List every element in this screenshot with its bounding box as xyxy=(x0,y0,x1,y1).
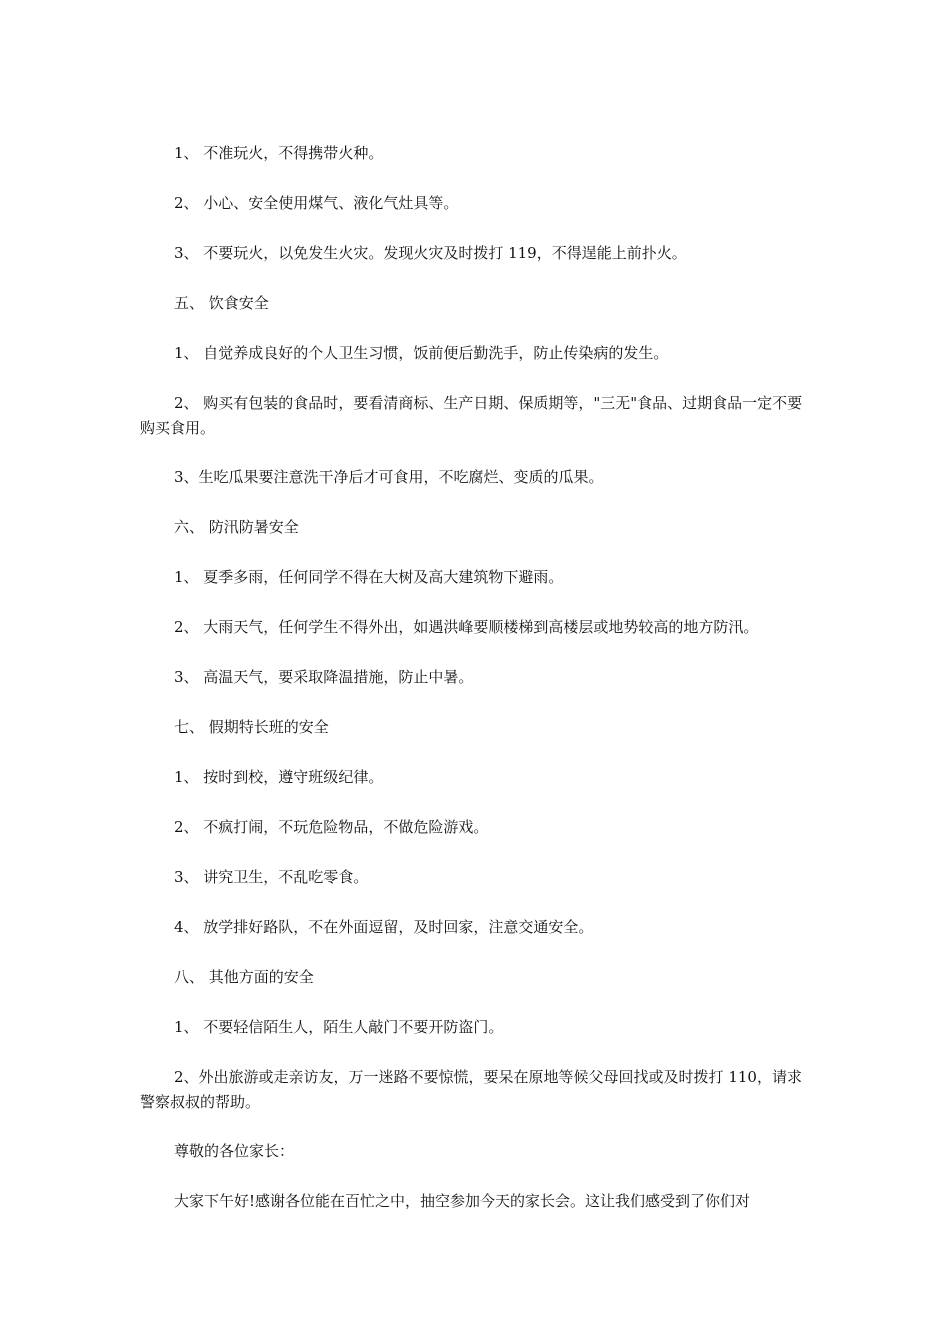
letter-salutation: 尊敬的各位家长： xyxy=(174,1142,295,1160)
letter-opening: 大家下午好!感谢各位能在百忙之中，抽空参加今天的家长会。这让我们感受到了你们对 xyxy=(174,1192,751,1210)
paragraph-other-1: 1、 不要轻信陌生人，陌生人敲门不要开防盗门。 xyxy=(174,1018,504,1036)
paragraph-food-1: 1、 自觉养成良好的个人卫生习惯，饭前便后勤洗手，防止传染病的发生。 xyxy=(174,344,669,362)
paragraph-class-3: 3、 讲究卫生，不乱吃零食。 xyxy=(174,868,369,886)
section-heading-other: 八、 其他方面的安全 xyxy=(174,968,314,986)
section-heading-flood-heat: 六、 防汛防暑安全 xyxy=(174,518,299,536)
paragraph-fire-3: 3、 不要玩火，以免发生火灾。发现火灾及时拨打 119，不得逞能上前扑火。 xyxy=(174,244,687,262)
section-heading-holiday-class: 七、 假期特长班的安全 xyxy=(174,718,329,736)
paragraph-flood-2: 2、 大雨天气，任何学生不得外出，如遇洪峰要顺楼梯到高楼层或地势较高的地方防汛。 xyxy=(174,618,759,636)
paragraph-class-4: 4、 放学排好路队，不在外面逗留，及时回家，注意交通安全。 xyxy=(174,918,594,936)
paragraph-food-2: 2、 购买有包装的食品时，要看清商标、生产日期、保质期等，"三无"食品、过期食品一定不要购买食用。 xyxy=(140,394,803,437)
paragraph-flood-3: 3、 高温天气，要采取降温措施，防止中暑。 xyxy=(174,668,474,686)
paragraph-fire-1: 1、 不准玩火，不得携带火种。 xyxy=(174,144,384,162)
paragraph-class-2: 2、 不疯打闹，不玩危险物品，不做危险游戏。 xyxy=(174,818,489,836)
paragraph-fire-2: 2、 小心、安全使用煤气、液化气灶具等。 xyxy=(174,194,459,212)
paragraph-other-2: 2、外出旅游或走亲访友，万一迷路不要惊慌，要呆在原地等候父母回找或及时拨打 110，请求警察叔叔的帮助。 xyxy=(140,1068,802,1111)
paragraph-class-1: 1、 按时到校，遵守班级纪律。 xyxy=(174,768,384,786)
section-heading-food-safety: 五、 饮食安全 xyxy=(174,294,269,312)
paragraph-flood-1: 1、 夏季多雨，任何同学不得在大树及高大建筑物下避雨。 xyxy=(174,568,564,586)
paragraph-food-3: 3、生吃瓜果要注意洗干净后才可食用，不吃腐烂、变质的瓜果。 xyxy=(174,468,604,486)
